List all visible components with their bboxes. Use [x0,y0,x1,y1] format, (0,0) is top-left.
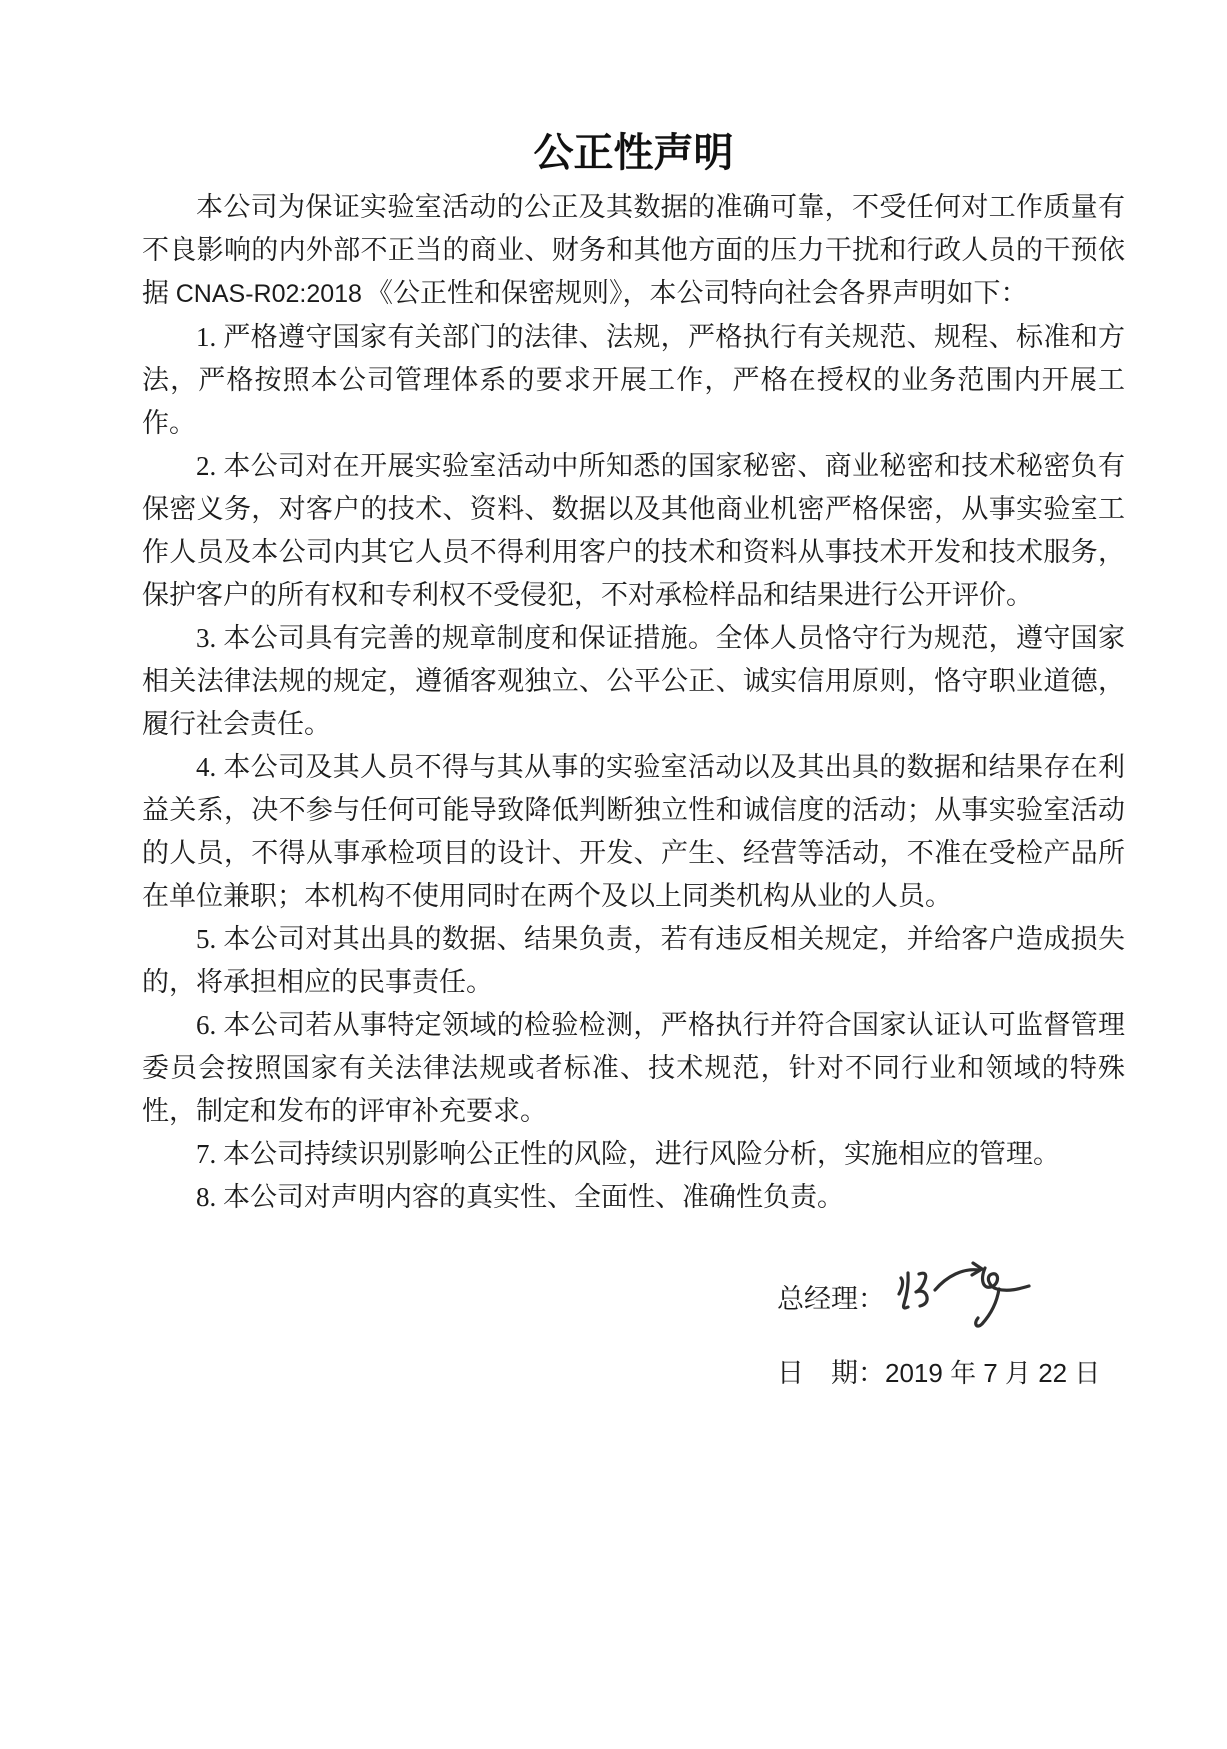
signature-scribble [889,1256,1037,1334]
statement-item-4: 4. 本公司及其人员不得与其从事的实验室活动以及其出具的数据和结果存在利益关系，决不参与任何可能导致降低判断独立性和诚信度的活动；从事实验室活动的人员，不得从事承检项目的设计、开发、产生、经营等活动，不准在受检产品所在单位兼职；本机构不使用同时在两个及以上同类机构从业的人员。 [142,752,1125,911]
statement-item-7: 7. 本公司持续识别影响公正性的风险，进行风险分析，实施相应的管理。 [196,1139,1060,1169]
intro-text-post: 《公正性和保密规则》，本公司特向社会各界声明如下： [365,278,1028,308]
signature-row [777,1256,1037,1334]
date-row [777,1352,1100,1395]
date-label: 日 期： [777,1358,885,1388]
document-body [142,126,1125,1219]
date-value: 2019 年 7 月 22 日 [885,1358,1101,1388]
statement-item-5: 5. 本公司对其出具的数据、结果负责，若有违反相关规定，并给客户造成损失的，将承担相应的民事责任。 [142,924,1125,997]
statement-item-2: 2. 本公司对在开展实验室活动中所知悉的国家秘密、商业秘密和技术秘密负有保密义务，对客户的技术、资料、数据以及其他商业机密严格保密，从事实验室工作人员及本公司内其它人员不得利用客户的技术和资料从事技术开发和技术服务，保护客户的所有权和专利权不受侵犯，不对承检样品和结果进行公开评价。 [142,451,1125,610]
statement-item-3: 3. 本公司具有完善的规章制度和保证措施。全体人员恪守行为规范，遵守国家相关法律法规的规定，遵循客观独立、公平公正、诚实信用原则，恪守职业道德，履行社会责任。 [142,623,1125,739]
statement-item-1: 1. 严格遵守国家有关部门的法律、法规，严格执行有关规范、规程、标准和方法，严格按照本公司管理体系的要求开展工作，严格在授权的业务范围内开展工作。 [142,322,1125,438]
statement-item-6: 6. 本公司若从事特定领域的检验检测，严格执行并符合国家认证认可监督管理委员会按照国家有关法律法规或者标准、技术规范，针对不同行业和领域的特殊性，制定和发布的评审补充要求。 [142,1010,1125,1126]
intro-paragraph [142,186,1125,316]
signature-role-label: 总经理： [777,1284,885,1314]
standard-code: CNAS-R02:2018 [175,280,362,308]
statement-item-8: 8. 本公司对声明内容的真实性、全面性、准确性负责。 [196,1182,844,1212]
document-title: 公正性声明 [533,131,734,175]
intro-text-pre: 本公司为保证实验室活动的公正及其数据的准确可靠，不受任何对工作质量有不良影响的内外部不正当的商业、财务和其他方面的压力干扰和行政人员的干预依据 [142,192,1125,308]
